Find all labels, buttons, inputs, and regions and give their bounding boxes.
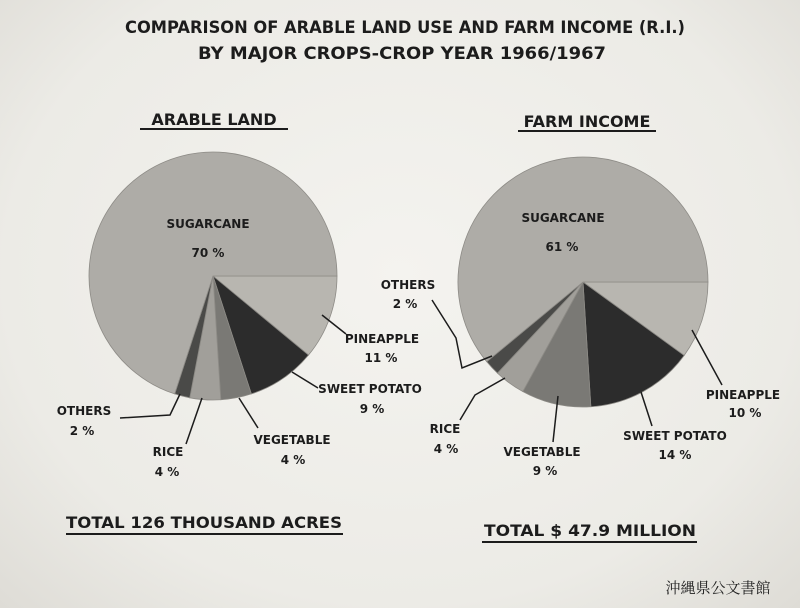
slice-label-rice: RICE xyxy=(152,445,184,459)
total-label-arable-land: TOTAL 126 THOUSAND ACRES xyxy=(66,513,342,532)
slice-label-sweet-potato: SWEET POTATO xyxy=(623,429,727,443)
leader-line-vegetable xyxy=(239,398,258,428)
chart-title-line-2: BY MAJOR CROPS-CROP YEAR 1966/1967 xyxy=(198,44,606,64)
slice-label-vegetable: VEGETABLE xyxy=(253,433,331,447)
leader-line-pineapple xyxy=(692,330,722,385)
leader-line-rice xyxy=(186,398,202,444)
slice-label-others: OTHERS xyxy=(56,404,112,418)
pie-chart-farm-income xyxy=(381,112,780,542)
slice-value-pineapple: 11 % xyxy=(364,351,398,365)
slice-value-vegetable: 9 % xyxy=(532,464,558,478)
leader-line-sweet-potato xyxy=(641,392,652,426)
slice-label-sugarcane: SUGARCANE xyxy=(521,211,605,225)
slice-label-pineapple: PINEAPPLE xyxy=(705,388,781,402)
slice-label-pineapple: PINEAPPLE xyxy=(344,332,420,346)
slice-value-sugarcane: 61 % xyxy=(545,240,579,254)
slice-value-others: 2 % xyxy=(69,424,95,438)
slice-label-sweet-potato: SWEET POTATO xyxy=(318,382,422,396)
leader-line-sweet-potato xyxy=(292,372,318,388)
pie-title-arable-land: ARABLE LAND xyxy=(151,110,277,129)
pie-chart-arable-land xyxy=(57,110,422,534)
slice-label-rice: RICE xyxy=(429,422,461,436)
archive-watermark: 沖縄県公文書館 xyxy=(665,579,771,597)
slice-value-sweet-potato: 14 % xyxy=(658,448,692,462)
slice-value-rice: 4 % xyxy=(433,442,459,456)
slice-value-rice: 4 % xyxy=(154,465,180,479)
leader-line-rice xyxy=(460,378,505,420)
chart-title-line-1: COMPARISON OF ARABLE LAND USE AND FARM INCOME (R.I.) xyxy=(125,18,685,38)
slices-group xyxy=(458,157,708,407)
slice-label-others: OTHERS xyxy=(380,278,436,292)
slice-value-sugarcane: 70 % xyxy=(191,246,225,260)
slice-value-sweet-potato: 9 % xyxy=(359,402,385,416)
total-label-farm-income: TOTAL $ 47.9 MILLION xyxy=(484,521,696,540)
slice-label-sugarcane: SUGARCANE xyxy=(166,217,250,231)
slices-group xyxy=(89,152,337,400)
slice-value-pineapple: 10 % xyxy=(728,406,762,420)
leader-line-others xyxy=(120,394,180,418)
slice-value-others: 2 % xyxy=(392,297,418,311)
pie-title-farm-income: FARM INCOME xyxy=(523,112,651,131)
slice-value-vegetable: 4 % xyxy=(280,453,306,467)
slice-label-vegetable: VEGETABLE xyxy=(503,445,581,459)
